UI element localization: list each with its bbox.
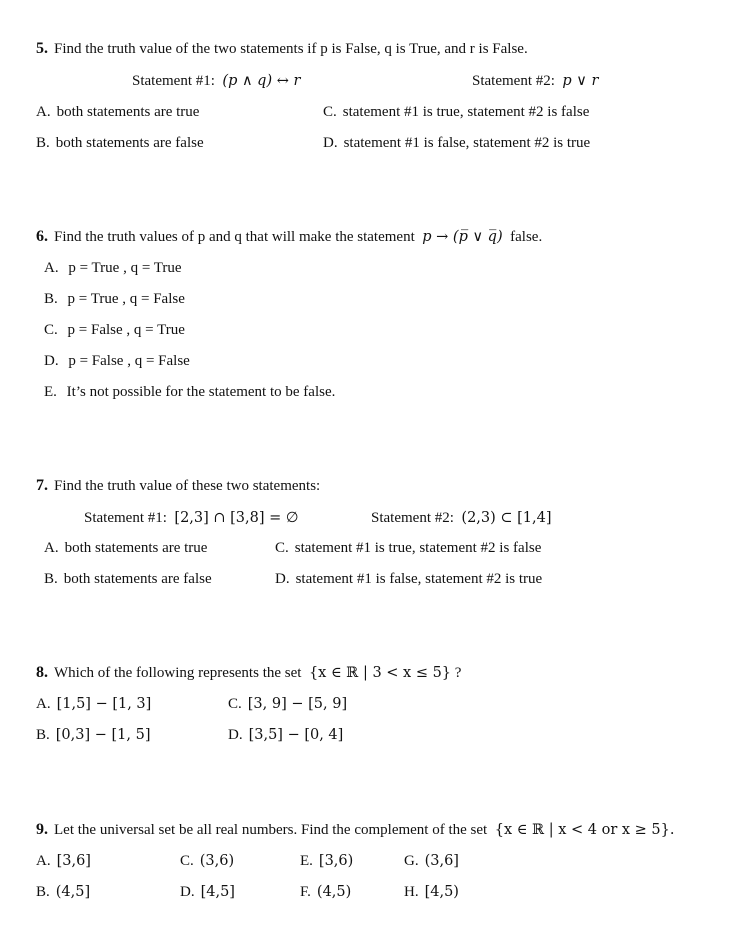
option-text: both statements are true xyxy=(56,104,200,120)
question-number: 5. xyxy=(36,40,48,57)
question-text: Find the truth values of p and q that will make the statement xyxy=(54,229,415,245)
option-letter: B. xyxy=(36,884,50,900)
answer-option[interactable] xyxy=(44,352,190,370)
option-letter: C. xyxy=(323,104,337,120)
question-text: Which of the following represents the set xyxy=(54,665,302,681)
statement-formula: (2,3) ⊂ [1,4] xyxy=(461,510,552,526)
option-letter: C. xyxy=(228,696,242,712)
set-notation: {x ∈ ℝ | 3 < x ≤ 5} xyxy=(308,665,452,681)
answer-option[interactable] xyxy=(44,290,185,308)
option-letter: D. xyxy=(44,353,59,369)
answer-option[interactable] xyxy=(36,883,90,901)
option-letter: C. xyxy=(180,853,194,869)
question-text-end: false. xyxy=(510,229,543,245)
question-8-prompt xyxy=(36,664,461,682)
option-letter: B. xyxy=(44,291,58,307)
option-text: [1,5] − [1, 3] xyxy=(56,696,152,712)
answer-option[interactable] xyxy=(404,852,459,870)
option-text: p = True , q = False xyxy=(67,291,185,307)
option-letter: D. xyxy=(228,727,243,743)
option-text: p = False , q = False xyxy=(68,353,190,369)
answer-option[interactable] xyxy=(300,883,351,901)
option-letter: A. xyxy=(44,540,59,556)
answer-option[interactable] xyxy=(36,134,204,152)
answer-option[interactable] xyxy=(275,539,541,557)
option-letter: C. xyxy=(44,322,58,338)
option-letter: G. xyxy=(404,853,419,869)
option-letter: A. xyxy=(36,104,51,120)
question-text: Find the truth value of the two statements if p is False, q is True, and r is False. xyxy=(54,41,528,57)
question-text-end: ? xyxy=(454,665,462,681)
question-number: 7. xyxy=(36,477,48,494)
answer-option[interactable] xyxy=(228,695,347,713)
option-letter: A. xyxy=(36,853,51,869)
question-7-prompt xyxy=(36,477,320,495)
statement-label: Statement #2: xyxy=(371,510,454,526)
option-letter: F. xyxy=(300,884,311,900)
question-5-prompt xyxy=(36,40,528,58)
option-letter: C. xyxy=(275,540,289,556)
q5-statement-1 xyxy=(132,72,300,90)
option-letter: D. xyxy=(180,884,195,900)
option-letter: A. xyxy=(36,696,51,712)
option-letter: H. xyxy=(404,884,419,900)
answer-option[interactable] xyxy=(323,103,589,121)
option-letter: B. xyxy=(36,135,50,151)
question-9-prompt xyxy=(36,821,674,839)
q7-statement-2 xyxy=(371,509,552,527)
option-letter: E. xyxy=(300,853,313,869)
answer-option[interactable] xyxy=(228,726,343,744)
option-text: statement #1 is true, statement #2 is false xyxy=(294,540,542,556)
statement-label: Statement #1: xyxy=(84,510,167,526)
option-letter: B. xyxy=(36,727,50,743)
option-text: (3,6) xyxy=(199,853,235,869)
option-text: [3,6] xyxy=(56,853,91,869)
option-text: p = False , q = True xyxy=(67,322,185,338)
option-text: [3, 9] − [5, 9] xyxy=(247,696,348,712)
answer-option[interactable] xyxy=(275,570,542,588)
answer-option[interactable] xyxy=(36,695,151,713)
option-text: both statements are false xyxy=(55,135,204,151)
answer-option[interactable] xyxy=(180,852,234,870)
question-text: Find the truth value of these two statements: xyxy=(54,478,321,494)
option-text: [4,5) xyxy=(424,884,459,900)
statement-label: Statement #1: xyxy=(132,73,215,89)
option-text: [4,5] xyxy=(200,884,235,900)
option-letter: D. xyxy=(275,571,290,587)
answer-option[interactable] xyxy=(44,570,212,588)
option-text: statement #1 is false, statement #2 is true xyxy=(295,571,543,587)
option-text: both statements are true xyxy=(64,540,208,556)
question-number: 8. xyxy=(36,664,48,681)
question-6-prompt xyxy=(36,228,542,246)
option-letter: D. xyxy=(323,135,338,151)
option-text: (4,5) xyxy=(316,884,352,900)
answer-option[interactable] xyxy=(44,321,185,339)
answer-option[interactable] xyxy=(180,883,235,901)
answer-option[interactable] xyxy=(323,134,590,152)
set-notation: {x ∈ ℝ | x < 4 or x ≥ 5}. xyxy=(494,822,675,838)
question-number: 9. xyxy=(36,821,48,838)
option-text: both statements are false xyxy=(63,571,212,587)
statement-formula: p ∨ r xyxy=(562,73,599,89)
answer-option[interactable] xyxy=(44,383,335,401)
q5-statement-2 xyxy=(472,72,598,90)
answer-option[interactable] xyxy=(404,883,459,901)
option-letter: B. xyxy=(44,571,58,587)
answer-option[interactable] xyxy=(36,852,91,870)
question-number: 6. xyxy=(36,228,48,245)
answer-option[interactable] xyxy=(44,539,207,557)
option-text: [3,6) xyxy=(318,853,354,869)
answer-option[interactable] xyxy=(44,259,182,277)
option-text: (3,6] xyxy=(424,853,459,869)
answer-option[interactable] xyxy=(36,726,151,744)
statement-formula: (p ∧ q) ↔ r xyxy=(222,73,301,89)
statement-formula: p → (p̅ ∨ q̅) xyxy=(422,229,503,245)
answer-option[interactable] xyxy=(300,852,353,870)
option-text: statement #1 is true, statement #2 is false xyxy=(342,104,590,120)
option-letter: A. xyxy=(44,260,59,276)
option-text: [0,3] − [1, 5] xyxy=(55,727,151,743)
option-text: statement #1 is false, statement #2 is true xyxy=(343,135,591,151)
statement-label: Statement #2: xyxy=(472,73,555,89)
q7-statement-1 xyxy=(84,509,299,527)
option-text: (4,5] xyxy=(55,884,91,900)
option-letter: E. xyxy=(44,384,57,400)
question-text: Let the universal set be all real numbers. Find the complement of the set xyxy=(54,822,488,838)
option-text: p = True , q = True xyxy=(68,260,182,276)
answer-option[interactable] xyxy=(36,103,199,121)
statement-formula: [2,3] ∩ [3,8] = ∅ xyxy=(174,510,299,526)
option-text: [3,5] − [0, 4] xyxy=(248,727,344,743)
option-text: It’s not possible for the statement to be false. xyxy=(66,384,336,400)
